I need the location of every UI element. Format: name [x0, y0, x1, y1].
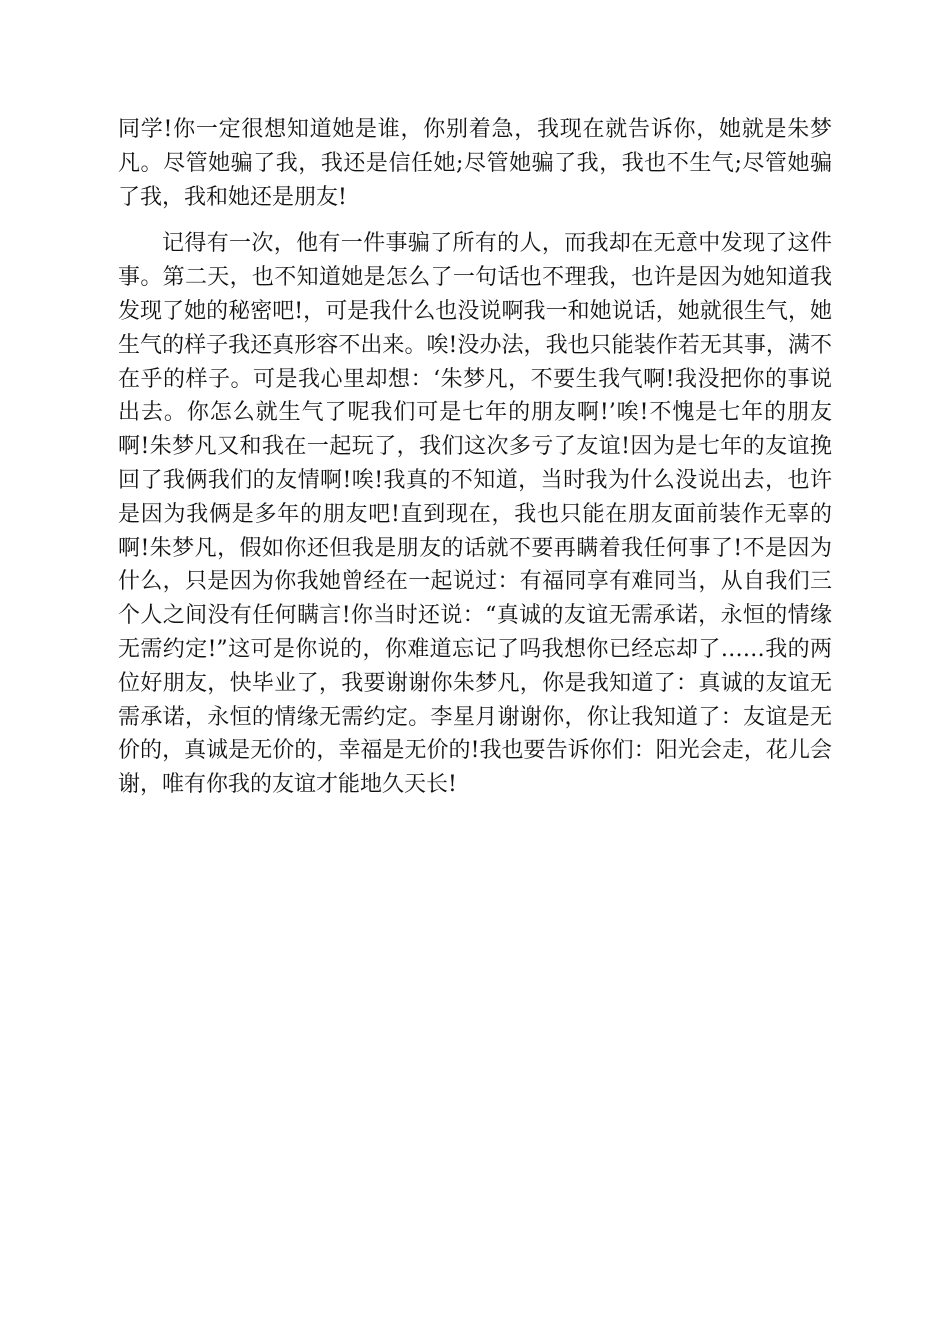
- paragraph-1: 同学!你一定很想知道她是谁，你别着急，我现在就告诉你，她就是朱梦凡。尽管她骗了我，我还是信任她;尽管她骗了我，我也不生气;尽管她骗了我，我和她还是朋友!: [118, 117, 832, 210]
- paragraph-2: 记得有一次，他有一件事骗了所有的人，而我却在无意中发现了这件事。第二天，也不知道她是怎么了一句话也不理我，也许是因为她知道我发现了她的秘密吧!，可是我什么也没说啊我一和她说话，她就很生气，她生气的样子我还真形容不出来。唉!没办法，我也只能装作若无其事，满不在乎的样子。可是我心里却想：‘朱梦凡，不要生我气啊!我没把你的事说出去。你怎么就生气了呢我们可是七年的朋友啊!’唉!不愧是七年的朋友啊!朱梦凡又和我在一起玩了，我们这次多亏了友谊!因为是七年的友谊挽回了我俩我们的友情啊!唉!我真的不知道，当时我为什么没说出去，也许是因为我俩是多年的朋友吧!直到现在，我也只能在朋友面前装作无辜的啊!朱梦凡，假如你还但我是朋友的话就不要再瞒着我任何事了!不是因为什么，只是因为你我她曾经在一起说过：有福同享有难同当，从自我们三个人之间没有任何瞒言!你当时还说：“真诚的友谊无需承诺，永恒的情缘无需约定!”这可是你说的，你难道忘记了吗我想你已经忘却了……我的两位好朋友，快毕业了，我要谢谢你朱梦凡，你是我知道了：真诚的友谊无需承诺，永恒的情缘无需约定。李星月谢谢你，你让我知道了：友谊是无价的，真诚是无价的，幸福是无价的!我也要告诉你们：阳光会走，花儿会谢，唯有你我的友谊才能地久天长!: [118, 231, 832, 798]
- document-body: [118, 113, 832, 802]
